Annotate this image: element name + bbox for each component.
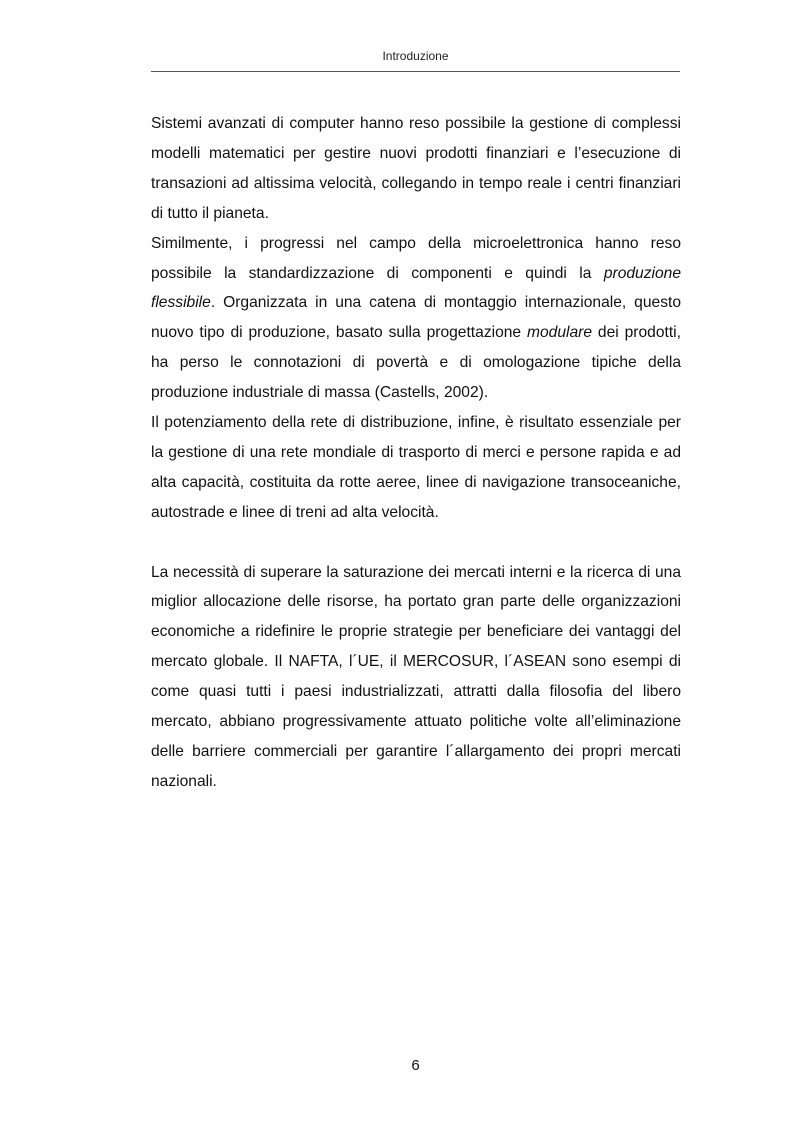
header-rule — [151, 71, 680, 72]
emphasis-modulare: modulare — [527, 324, 593, 342]
paragraph-microelectronics — [151, 229, 681, 408]
body-text — [151, 109, 681, 797]
emphasis-produzione-flessibile: produzione flessibile — [151, 264, 681, 312]
paragraph-text: dei prodotti, ha perso le connotazioni di povertà e di omologazione tipiche della produzione industriale di massa (Castells, 2002). — [151, 324, 681, 402]
paragraph-text: . Organizzata in una catena di montaggio internazionale, questo nuovo tipo di produzione, basato sulla progettazione — [151, 294, 681, 342]
paragraph-computer-systems: Sistemi avanzati di computer hanno reso possibile la gestione di complessi modelli matematici per gestire nuovi prodotti finanziari e l’esecuzione di transazioni ad altissima velocità, collegando in tempo reale i centri finanziari di tutto il pianeta. — [151, 115, 681, 222]
page-number: 6 — [411, 1057, 420, 1074]
paragraph-global-markets: La necessità di superare la saturazione dei mercati interni e la ricerca di una miglior allocazione delle risorse, ha portato gran parte delle organizzazioni economiche a ridefinire le proprie strategie per beneficiare dei vantaggi del mercato globale. Il NAFTA, l´UE, il MERCOSUR, l´ASEAN sono esempi di come quasi tutti i paesi industrializzati, attratti dalla filosofia del libero mercato, abbiano progressivamente attuato politiche volte all’eliminazione delle barriere commerciali per garantire l´allargamento dei propri mercati nazionali. — [151, 563, 681, 790]
paragraph-distribution-network: Il potenziamento della rete di distribuzione, infine, è risultato essenziale per la gestione di una rete mondiale di trasporto di merci e persone rapida e ad alta capacità, costituita da rotte aeree, linee di navigazione transoceaniche, autostrade e linee di treni ad alta velocità. — [151, 414, 681, 521]
paragraph-text: Similmente, i progressi nel campo della microelettronica hanno reso possibile la standardizzazione di componenti e quindi la — [151, 234, 681, 282]
running-header: Introduzione — [382, 49, 449, 63]
